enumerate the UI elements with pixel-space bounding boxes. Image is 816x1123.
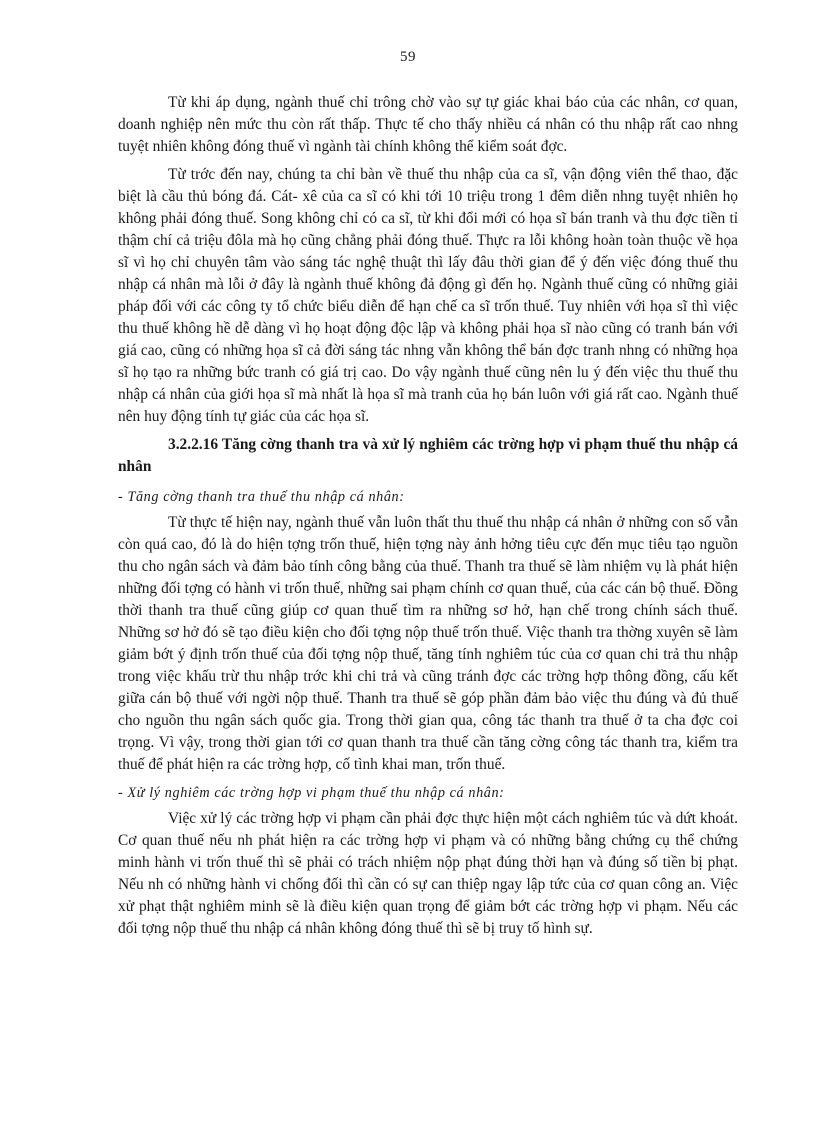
paragraph-artists-tax: Từ trớc đến nay, chúng ta chỉ bàn về thuế thu nhập của ca sĩ, vận động viên thể thao, đặc biệt là cầu thủ bóng đá. Cát- xê của ca sĩ có khi tới 10 triệu trong 1 đêm diễn nhng tuyệt nhiên họ không phải đóng thuế. Song không chỉ có ca sĩ, từ khi đổi mới có họa sĩ bán tranh và thu đợc tiền tỉ thậm chí cả triệu đôla mà họ cũng chẳng phải đóng thuế. Thực ra lỗi không hoàn toàn thuộc về họa sĩ vì họ chỉ chuyên tâm vào sáng tác nghệ thuật thì lấy đâu thời gian để ý đến việc đóng thuế thu nhập cá nhân mà lỗi ở đây là ngành thuế không đả động gì đến họ. Ngành thuế cũng có những giải pháp đối với các công ty tổ chức biểu diễn để hạn chế ca sĩ trốn thuế. Tuy nhiên với họa sĩ thì việc thu thuế không hề dễ dàng vì họ hoạt động độc lập và không phải họa sĩ nào cũng có tranh bán với giá cao, cũng có những họa sĩ cả đời sáng tác nhng vẫn không thể bán đợc tranh nhng có những họa sĩ họ tạo ra những bức tranh có giá trị cao. Do vậy ngành thuế cũng nên lu ý đến việc thu thuế thu nhập cá nhân của giới họa sĩ mà nhất là họa sĩ mà tranh của họ bán luôn với giá rất cao. Ngành thuế nên huy động tính tự giác của các họa sĩ. — [118, 166, 738, 425]
paragraph-inspection: Từ thực tế hiện nay, ngành thuế vẫn luôn thất thu thuế thu nhập cá nhân ở những con số vẫn còn quá cao, đó là do hiện tợng trốn thuế, hiện tợng này ảnh hởng tiêu cực đến mục tiêu tạo nguồn thu cho ngân sách và đảm bảo tính công bằng của thuế. Thanh tra thuế sẽ làm nhiệm vụ là phát hiện những đối tợng có hành vi trốn thuế, những sai phạm chính cơ quan thuế, của các cán bộ thuế. Đồng thời thanh tra thuế cũng giúp cơ quan thuế tìm ra những sơ hở, hạn chế trong chính sách thuế. Những sơ hở đó sẽ tạo điều kiện cho đối tợng nộp thuế trốn thuế. Việc thanh tra thờng xuyên sẽ làm giảm bớt ý định trốn thuế của đối tợng nộp thuế, tăng tính nghiêm túc của cơ quan chi trả thu nhập trong việc khấu trừ thu nhập trớc khi chi trả và cũng tránh đợc các trờng hợp thông đồng, cấu kết giữa cán bộ thuế với ngời nộp thuế. Thanh tra thuế sẽ góp phần đảm bảo việc thu đúng và đủ thuế cho nguồn thu ngân sách quốc gia. Trong thời gian qua, công tác thanh tra thuế ở ta cha đợc coi trọng. Vì vậy, trong thời gian tới cơ quan thanh tra thuế cần tăng cờng công tác thanh tra, kiểm tra thuế để phát hiện ra các trờng hợp, cố tình khai man, trốn thuế. — [118, 514, 738, 773]
paragraph-violations: Việc xử lý các trờng hợp vi phạm cần phải đợc thực hiện một cách nghiêm túc và dứt khoát. Cơ quan thuế nếu nh phát hiện ra các trờng hợp vi phạm và có những bằng chứng cụ thể chứng minh hành vi trốn thuế thì sẽ phải có trách nhiệm nộp phạt đúng thời hạn và đúng số tiền bị phạt. Nếu nh có những hành vi chống đối thì cần có sự can thiệp ngay lập tức của cơ quan công an. Việc xử phạt thật nghiêm minh sẽ là điều kiện quan trọng để giảm bớt các trờng hợp vi phạm. Nếu các đối tợng nộp thuế thu nhập cá nhân không đóng thuế thì sẽ bị truy tố hình sự. — [118, 810, 738, 937]
subheading-violations: - Xử lý nghiêm các trờng hợp vi phạm thuế thu nhập cá nhân: — [118, 785, 505, 801]
page-number: 59 — [400, 49, 416, 65]
section-heading: 3.2.2.16 Tăng cờng thanh tra và xử lý nghiêm các trờng hợp vi phạm thuế thu nhập cá nhân — [118, 436, 738, 475]
page-content — [118, 92, 738, 946]
subheading-inspection: - Tăng cờng thanh tra thuế thu nhập cá nhân: — [118, 489, 405, 505]
paragraph-self-declaration: Từ khi áp dụng, ngành thuế chỉ trông chờ vào sự tự giác khai báo của các nhân, cơ quan, doanh nghiệp nên mức thu còn rất thấp. Thực tế cho thấy nhiều cá nhân có thu nhập rất cao nhng tuyệt nhiên không đóng thuế vì ngành tài chính không thể kiểm soát đợc. — [118, 94, 738, 155]
